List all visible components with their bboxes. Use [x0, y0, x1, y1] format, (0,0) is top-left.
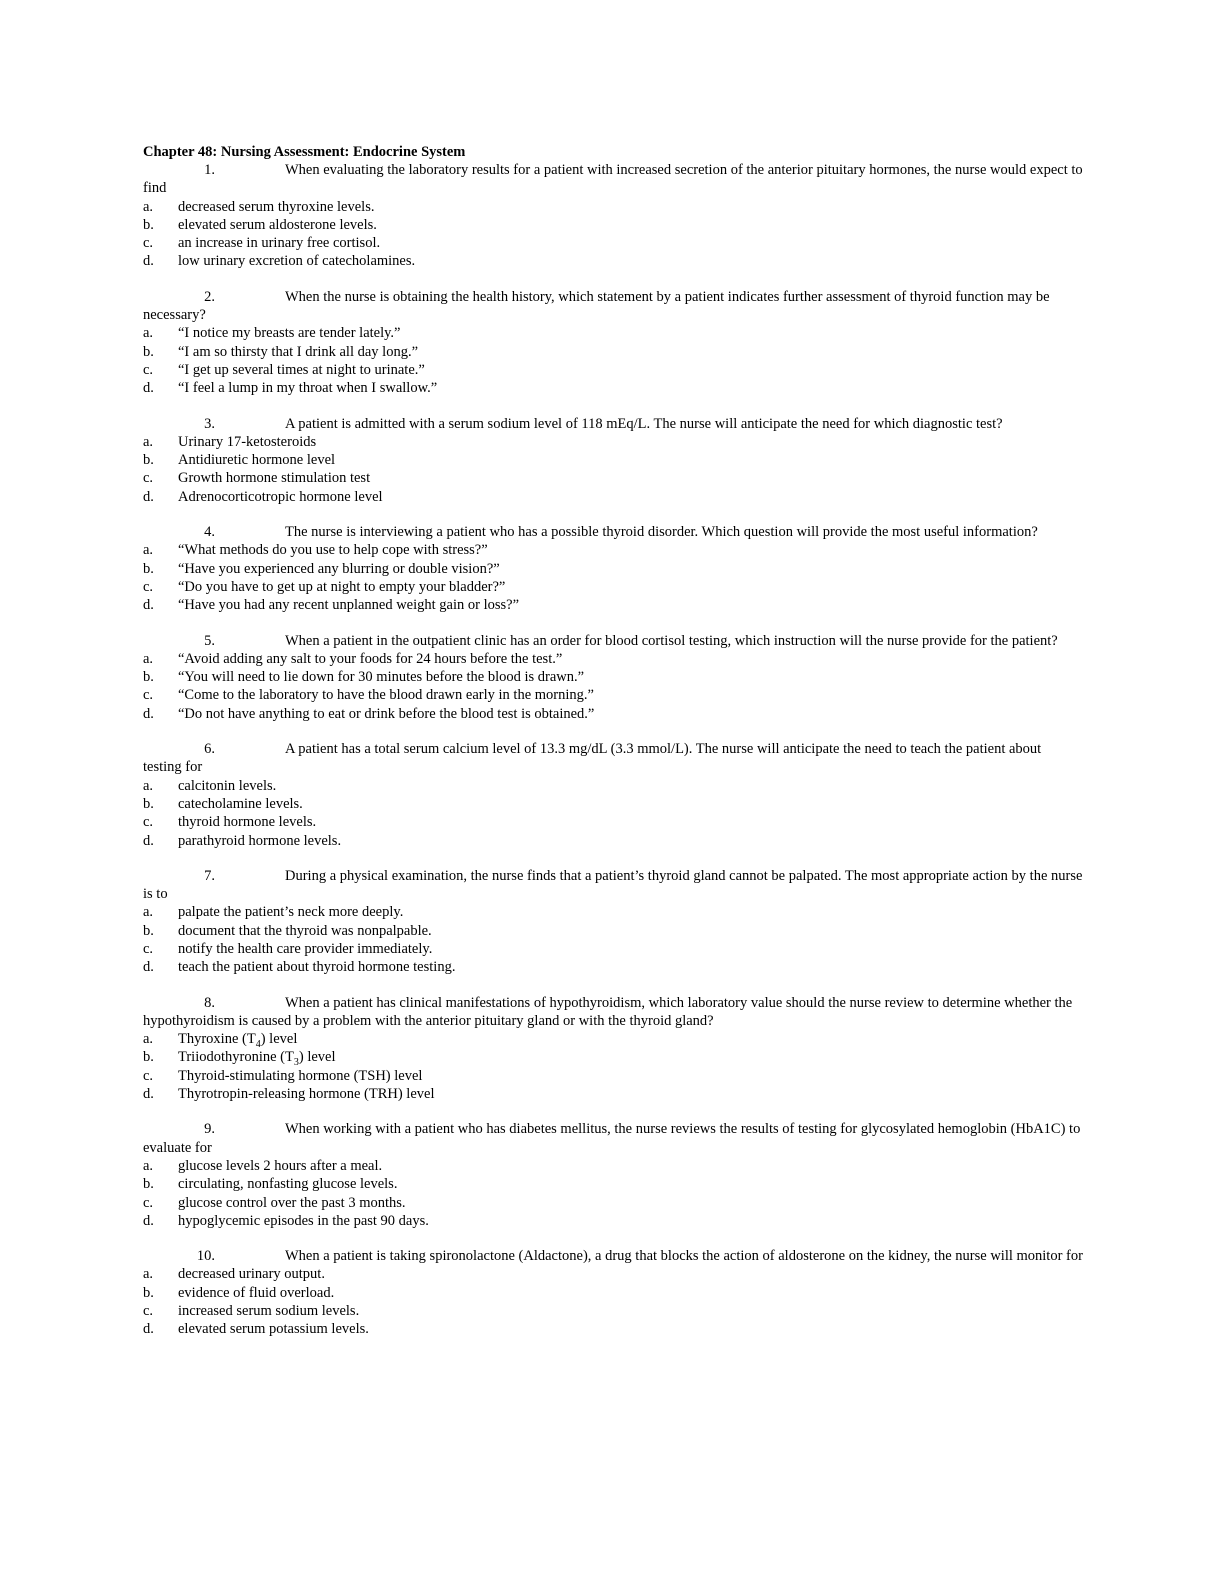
question-text: When evaluating the laboratory results for a patient with increased secretion of the anterior pituitary hormones, the nurse would expect to find: [143, 162, 1083, 197]
option-text-main: hypoglycemic episodes in the past 90 days.: [178, 1212, 429, 1229]
option-text-main: Thyroid-stimulating hormone (TSH) level: [178, 1067, 423, 1084]
option-letter: b.: [143, 1049, 154, 1066]
option-text: [178, 1067, 422, 1085]
question-number: 6.: [204, 741, 215, 758]
answer-options: [143, 198, 1083, 271]
answer-option: [143, 1048, 1083, 1069]
option-letter: c.: [143, 1194, 154, 1211]
option-letter: d.: [143, 1212, 154, 1229]
answer-option: [143, 560, 1083, 578]
option-letter: c.: [143, 470, 154, 487]
question-stem: [143, 1120, 1083, 1157]
question-stem: [143, 632, 1083, 650]
option-letter: a.: [143, 198, 154, 215]
option-text: [178, 252, 415, 270]
option-text-main: “I notice my breasts are tender lately.”: [178, 325, 401, 342]
option-letter: b.: [143, 216, 154, 233]
answer-option: [143, 705, 1083, 723]
option-text-main: calcitonin levels.: [178, 777, 277, 794]
option-letter: d.: [143, 1086, 154, 1103]
option-text-main: “You will need to lie down for 30 minutes before the blood is drawn.”: [178, 669, 585, 686]
question-stem: [143, 740, 1083, 777]
option-text: [178, 1320, 369, 1338]
option-text-main: catecholamine levels.: [178, 795, 303, 812]
option-text-main: parathyroid hormone levels.: [178, 832, 342, 849]
option-text: [178, 596, 519, 614]
option-text: [178, 1030, 298, 1051]
option-text-main: palpate the patient’s neck more deeply.: [178, 904, 404, 921]
option-letter: c.: [143, 940, 154, 957]
question-2: [143, 288, 1083, 415]
question-spacer: [143, 615, 1083, 632]
question-5: [143, 632, 1083, 740]
chapter-title: Chapter 48: Nursing Assessment: Endocrine System: [143, 144, 466, 160]
question-spacer: [143, 977, 1083, 994]
answer-options: [143, 1265, 1083, 1338]
question-text: When a patient has clinical manifestations of hypothyroidism, which laboratory value should the nurse review to determine whether the hypothyroidism is caused by a problem with the anterior pituitary gland or with the thyroid gland?: [143, 994, 1073, 1029]
option-text-main: Antidiuretic hormone level: [178, 452, 336, 469]
option-text-main: “Have you had any recent unplanned weight gain or loss?”: [178, 597, 520, 614]
option-text-main: “Come to the laboratory to have the blood drawn early in the morning.”: [178, 687, 594, 704]
option-text: [178, 1212, 429, 1230]
question-10: [143, 1247, 1083, 1338]
option-text-main: low urinary excretion of catecholamines.: [178, 253, 416, 270]
option-letter: b.: [143, 560, 154, 577]
option-text-main: decreased urinary output.: [178, 1266, 325, 1283]
option-text: [178, 198, 374, 216]
option-text: [178, 940, 432, 958]
answer-option: [143, 216, 1083, 234]
question-4: [143, 523, 1083, 631]
option-text-main: elevated serum potassium levels.: [178, 1321, 369, 1338]
answer-option: [143, 1067, 1083, 1085]
answer-options: [143, 777, 1083, 850]
question-3: [143, 415, 1083, 523]
question-text: When a patient is taking spironolactone (Aldactone), a drug that blocks the action of aldosterone on the kidney, the nurse will monitor for: [285, 1248, 1083, 1265]
option-letter: d.: [143, 597, 154, 614]
option-text-main: notify the health care provider immediately.: [178, 940, 433, 957]
answer-option: [143, 922, 1083, 940]
question-number: 2.: [204, 288, 215, 305]
question-text: When working with a patient who has diabetes mellitus, the nurse reviews the results of testing for glycosylated hemoglobin (HbA1C) to evaluate for: [143, 1121, 1081, 1156]
option-text-main: “I get up several times at night to urinate.”: [178, 361, 425, 378]
question-number: 8.: [204, 994, 215, 1011]
option-text-after: ) level: [298, 1049, 336, 1066]
option-text: [178, 433, 316, 451]
question-spacer: [143, 506, 1083, 523]
answer-option: [143, 451, 1083, 469]
answer-option: [143, 777, 1083, 795]
option-text: [178, 903, 403, 921]
option-text: [178, 541, 488, 559]
option-letter: c.: [143, 1303, 154, 1320]
option-text: [178, 1157, 382, 1175]
option-text-main: “What methods do you use to help cope with stress?”: [178, 542, 488, 559]
question-9: [143, 1120, 1083, 1247]
question-spacer: [143, 850, 1083, 867]
option-text-main: Urinary 17-ketosteroids: [178, 433, 317, 450]
question-spacer: [143, 398, 1083, 415]
option-text: [178, 578, 505, 596]
answer-option: [143, 578, 1083, 596]
question-text: During a physical examination, the nurse finds that a patient’s thyroid gland cannot be palpated. The most appropriate action by the nurse is to: [143, 867, 1083, 903]
option-letter: d.: [143, 253, 154, 270]
question-stem: [143, 288, 1083, 325]
answer-option: [143, 198, 1083, 216]
answer-option: [143, 1194, 1083, 1212]
option-letter: c.: [143, 235, 154, 252]
document-page: [143, 143, 1083, 1339]
option-text: [178, 1175, 397, 1193]
option-text-main: “Avoid adding any salt to your foods for 24 hours before the test.”: [178, 650, 563, 667]
option-text: [178, 668, 584, 686]
question-number: 10.: [196, 1248, 215, 1265]
option-letter: a.: [143, 650, 154, 667]
option-text: [178, 1085, 435, 1103]
answer-option: [143, 1085, 1083, 1103]
option-text: [178, 705, 594, 723]
answer-option: [143, 832, 1083, 850]
question-text: When the nurse is obtaining the health history, which statement by a patient indicates further assessment of thyroid function may be necessary?: [143, 288, 1050, 324]
option-letter: d.: [143, 1321, 154, 1338]
option-text-main: Growth hormone stimulation test: [178, 470, 371, 487]
option-letter: c.: [143, 361, 154, 378]
option-letter: c.: [143, 1067, 154, 1084]
question-text: A patient has a total serum calcium level of 13.3 mg/dL (3.3 mmol/L). The nurse will anticipate the need to teach the patient about testing for: [143, 741, 1042, 776]
option-letter: b.: [143, 922, 154, 939]
option-text: [178, 216, 377, 234]
option-text: [178, 488, 383, 506]
option-letter: a.: [143, 1031, 154, 1048]
option-text-main: elevated serum aldosterone levels.: [178, 216, 377, 233]
option-subscript: 3: [293, 1057, 299, 1069]
option-text: [178, 1265, 325, 1283]
question-stem: [143, 994, 1083, 1031]
question-number: 4.: [204, 524, 215, 541]
question-number: 3.: [204, 415, 215, 432]
answer-options: [143, 433, 1083, 506]
question-number: 5.: [204, 632, 215, 649]
option-subscript: 4: [255, 1039, 261, 1051]
question-number: 9.: [204, 1121, 215, 1138]
option-text: [178, 560, 500, 578]
option-letter: a.: [143, 325, 154, 342]
option-text-main: Thyroxine (T: [178, 1031, 256, 1048]
answer-options: [143, 650, 1083, 723]
option-text-main: increased serum sodium levels.: [178, 1303, 360, 1320]
answer-option: [143, 1302, 1083, 1320]
option-text-main: teach the patient about thyroid hormone testing.: [178, 959, 456, 976]
answer-options: [143, 903, 1083, 976]
option-text: [178, 1302, 359, 1320]
answer-option: [143, 940, 1083, 958]
question-stem: [143, 161, 1083, 198]
option-letter: b.: [143, 452, 154, 469]
option-text: [178, 686, 594, 704]
option-text: [178, 361, 425, 379]
answer-option: [143, 252, 1083, 270]
question-stem: [143, 867, 1083, 904]
question-6: [143, 740, 1083, 867]
option-letter: a.: [143, 777, 154, 794]
option-letter: a.: [143, 1266, 154, 1283]
question-1: [143, 161, 1083, 288]
question-list: [143, 161, 1083, 1339]
option-text-main: evidence of fluid overload.: [178, 1284, 335, 1301]
option-text-main: “I feel a lump in my throat when I swallow.”: [178, 380, 438, 397]
option-text-main: an increase in urinary free cortisol.: [178, 235, 381, 252]
option-text-main: Adrenocorticotropic hormone level: [178, 488, 383, 505]
question-7: [143, 867, 1083, 994]
answer-option: [143, 1175, 1083, 1193]
option-text-after: ) level: [260, 1031, 298, 1048]
option-letter: d.: [143, 488, 154, 505]
answer-option: [143, 361, 1083, 379]
option-letter: d.: [143, 705, 154, 722]
question-number: 7.: [204, 867, 215, 884]
answer-options: [143, 324, 1083, 397]
option-letter: a.: [143, 904, 154, 921]
question-spacer: [143, 271, 1083, 288]
option-letter: d.: [143, 380, 154, 397]
answer-option: [143, 343, 1083, 361]
option-text-main: decreased serum thyroxine levels.: [178, 198, 375, 215]
answer-option: [143, 686, 1083, 704]
option-letter: a.: [143, 542, 154, 559]
option-letter: c.: [143, 814, 154, 831]
option-text-main: “Do not have anything to eat or drink before the blood test is obtained.”: [178, 705, 595, 722]
option-text-main: Thyrotropin-releasing hormone (TRH) level: [178, 1086, 435, 1103]
question-text: The nurse is interviewing a patient who has a possible thyroid disorder. Which question will provide the most useful information?: [285, 524, 1038, 541]
option-text-main: “I am so thirsty that I drink all day long.”: [178, 343, 419, 360]
question-stem: [143, 1247, 1083, 1265]
option-text: [178, 650, 562, 668]
answer-option: [143, 668, 1083, 686]
option-letter: b.: [143, 1176, 154, 1193]
option-text: [178, 922, 432, 940]
option-text-main: “Do you have to get up at night to empty your bladder?”: [178, 578, 506, 595]
answer-option: [143, 596, 1083, 614]
option-letter: d.: [143, 832, 154, 849]
option-text-main: glucose levels 2 hours after a meal.: [178, 1157, 383, 1174]
option-text: [178, 832, 341, 850]
answer-option: [143, 1265, 1083, 1283]
option-text: [178, 777, 276, 795]
answer-option: [143, 1157, 1083, 1175]
answer-option: [143, 795, 1083, 813]
question-text: A patient is admitted with a serum sodium level of 118 mEq/L. The nurse will anticipate the need for which diagnostic test?: [285, 415, 1003, 432]
answer-option: [143, 469, 1083, 487]
option-text-main: glucose control over the past 3 months.: [178, 1194, 406, 1211]
answer-options: [143, 541, 1083, 614]
answer-option: [143, 1320, 1083, 1338]
answer-option: [143, 541, 1083, 559]
option-text: [178, 1048, 336, 1069]
option-text: [178, 1284, 334, 1302]
question-spacer: [143, 1103, 1083, 1120]
answer-option: [143, 379, 1083, 397]
option-text: [178, 324, 401, 342]
answer-options: [143, 1157, 1083, 1230]
option-text-main: “Have you experienced any blurring or double vision?”: [178, 560, 500, 577]
option-text: [178, 343, 418, 361]
option-text-main: circulating, nonfasting glucose levels.: [178, 1176, 398, 1193]
option-text-main: thyroid hormone levels.: [178, 814, 317, 831]
option-letter: b.: [143, 669, 154, 686]
answer-option: [143, 650, 1083, 668]
answer-option: [143, 433, 1083, 451]
option-letter: b.: [143, 795, 154, 812]
option-text: [178, 469, 370, 487]
answer-options: [143, 1030, 1083, 1103]
option-letter: b.: [143, 1284, 154, 1301]
answer-option: [143, 903, 1083, 921]
option-text: [178, 813, 316, 831]
option-text-main: Triiodothyronine (T: [178, 1049, 294, 1066]
answer-option: [143, 1030, 1083, 1051]
option-text: [178, 795, 303, 813]
question-8: [143, 994, 1083, 1121]
answer-option: [143, 958, 1083, 976]
option-text: [178, 379, 437, 397]
question-spacer: [143, 723, 1083, 740]
question-number: 1.: [204, 162, 215, 178]
option-letter: c.: [143, 687, 154, 704]
option-text: [178, 958, 455, 976]
option-text: [178, 234, 380, 252]
option-letter: a.: [143, 1157, 154, 1174]
question-stem: [143, 415, 1083, 433]
option-text-main: document that the thyroid was nonpalpable.: [178, 922, 432, 939]
option-text: [178, 1194, 406, 1212]
option-letter: b.: [143, 343, 154, 360]
option-letter: c.: [143, 578, 154, 595]
answer-option: [143, 488, 1083, 506]
option-text: [178, 451, 335, 469]
answer-option: [143, 234, 1083, 252]
question-spacer: [143, 1230, 1083, 1247]
answer-option: [143, 813, 1083, 831]
question-text: When a patient in the outpatient clinic has an order for blood cortisol testing, which instruction will the nurse provide for the patient?: [285, 632, 1058, 649]
option-letter: d.: [143, 959, 154, 976]
answer-option: [143, 1212, 1083, 1230]
question-stem: [143, 523, 1083, 541]
option-letter: a.: [143, 433, 154, 450]
answer-option: [143, 324, 1083, 342]
answer-option: [143, 1284, 1083, 1302]
